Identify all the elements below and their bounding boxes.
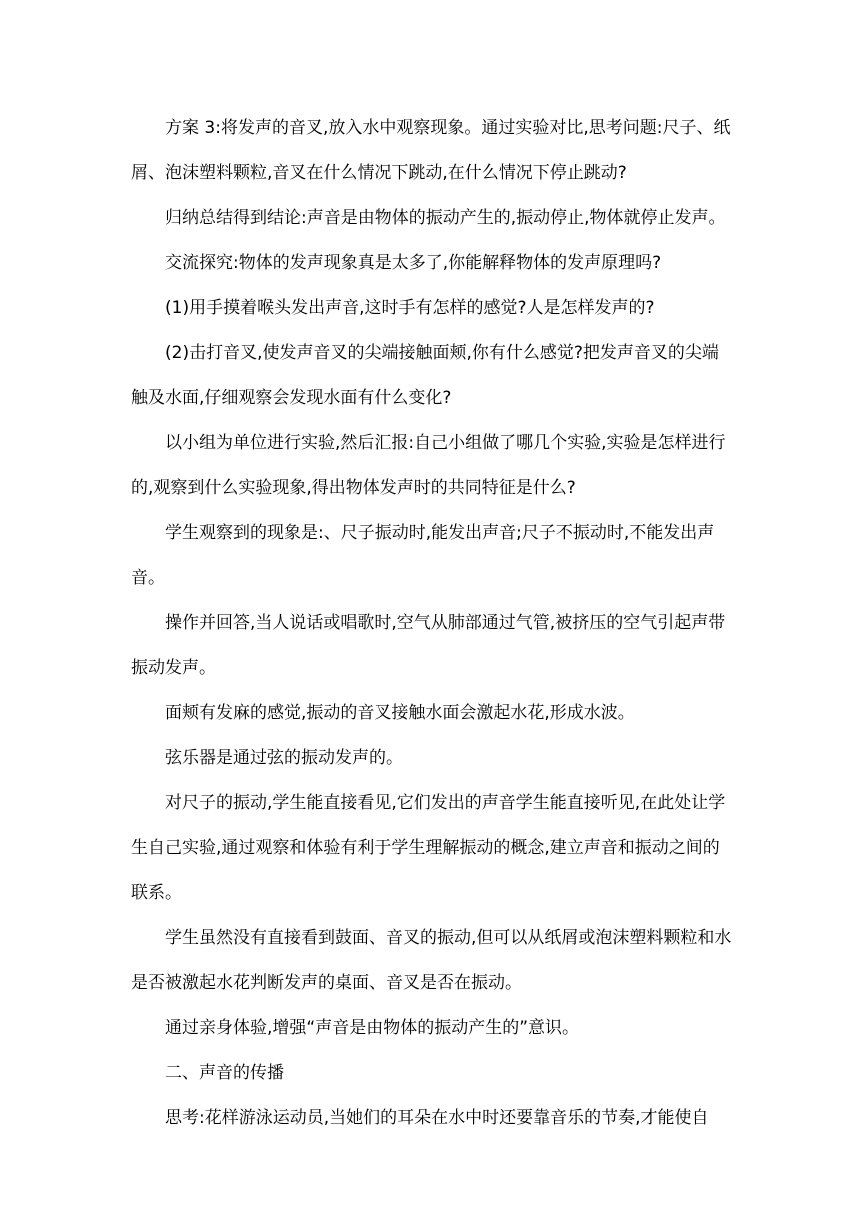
paragraph-question-2: (2)击打音叉,使发声音叉的尖端接触面颊,你有什么感觉?把发声音叉的尖端触及水面,仔细观察会发现水面有什么变化?	[131, 343, 719, 408]
document-body	[131, 106, 733, 1141]
paragraph-swimming: 思考:花样游泳运动员,当她们的耳朵在水中时还要靠音乐的节奏,才能使自	[165, 1108, 709, 1128]
paragraph-answer: 操作并回答,当人说话或唱歌时,空气从肺部通过气管,被挤压的空气引起声带振动发声。	[131, 613, 726, 678]
paragraph-cheek-feeling: 面颊有发麻的感觉,振动的音叉接触水面会激起水花,形成水波。	[165, 703, 635, 723]
paragraph-drum-fork: 学生虽然没有直接看到鼓面、音叉的振动,但可以从纸屑或泡沫塑料颗粒和水是否被激起水花判断发声的桌面、音叉是否在振动。	[131, 928, 732, 993]
paragraph-observation: 学生观察到的现象是:、尺子振动时,能发出声音;尺子不振动时,不能发出声音。	[131, 523, 715, 588]
paragraph-discussion: 交流探究:物体的发声现象真是太多了,你能解释物体的发声原理吗?	[165, 253, 662, 273]
paragraph-plan-3: 方案 3:将发声的音叉,放入水中观察现象。通过实验对比,思考问题:尺子、纸屑、泡沫塑料颗粒,音叉在什么情况下跳动,在什么情况下停止跳动?	[131, 118, 731, 183]
paragraph-string-instrument: 弦乐器是通过弦的振动发声的。	[165, 748, 403, 768]
paragraph-group-experiment: 以小组为单位进行实验,然后汇报:自己小组做了哪几个实验,实验是怎样进行的,观察到什么实验现象,得出物体发声时的共同特征是什么?	[131, 433, 726, 498]
section-heading-sound-propagation: 二、声音的传播	[165, 1063, 284, 1083]
paragraph-conclusion: 归纳总结得到结论:声音是由物体的振动产生的,振动停止,物体就停止发声。	[165, 208, 726, 228]
paragraph-ruler-vibration: 对尺子的振动,学生能直接看见,它们发出的声音学生能直接听见,在此处让学生自己实验,通过观察和体验有利于学生理解振动的概念,建立声音和振动之间的联系。	[131, 793, 726, 903]
paragraph-question-1: (1)用手摸着喉头发出声音,这时手有怎样的感觉?人是怎样发声的?	[165, 298, 655, 318]
paragraph-experience: 通过亲身体验,增强“声音是由物体的振动产生的”意识。	[165, 1018, 580, 1038]
